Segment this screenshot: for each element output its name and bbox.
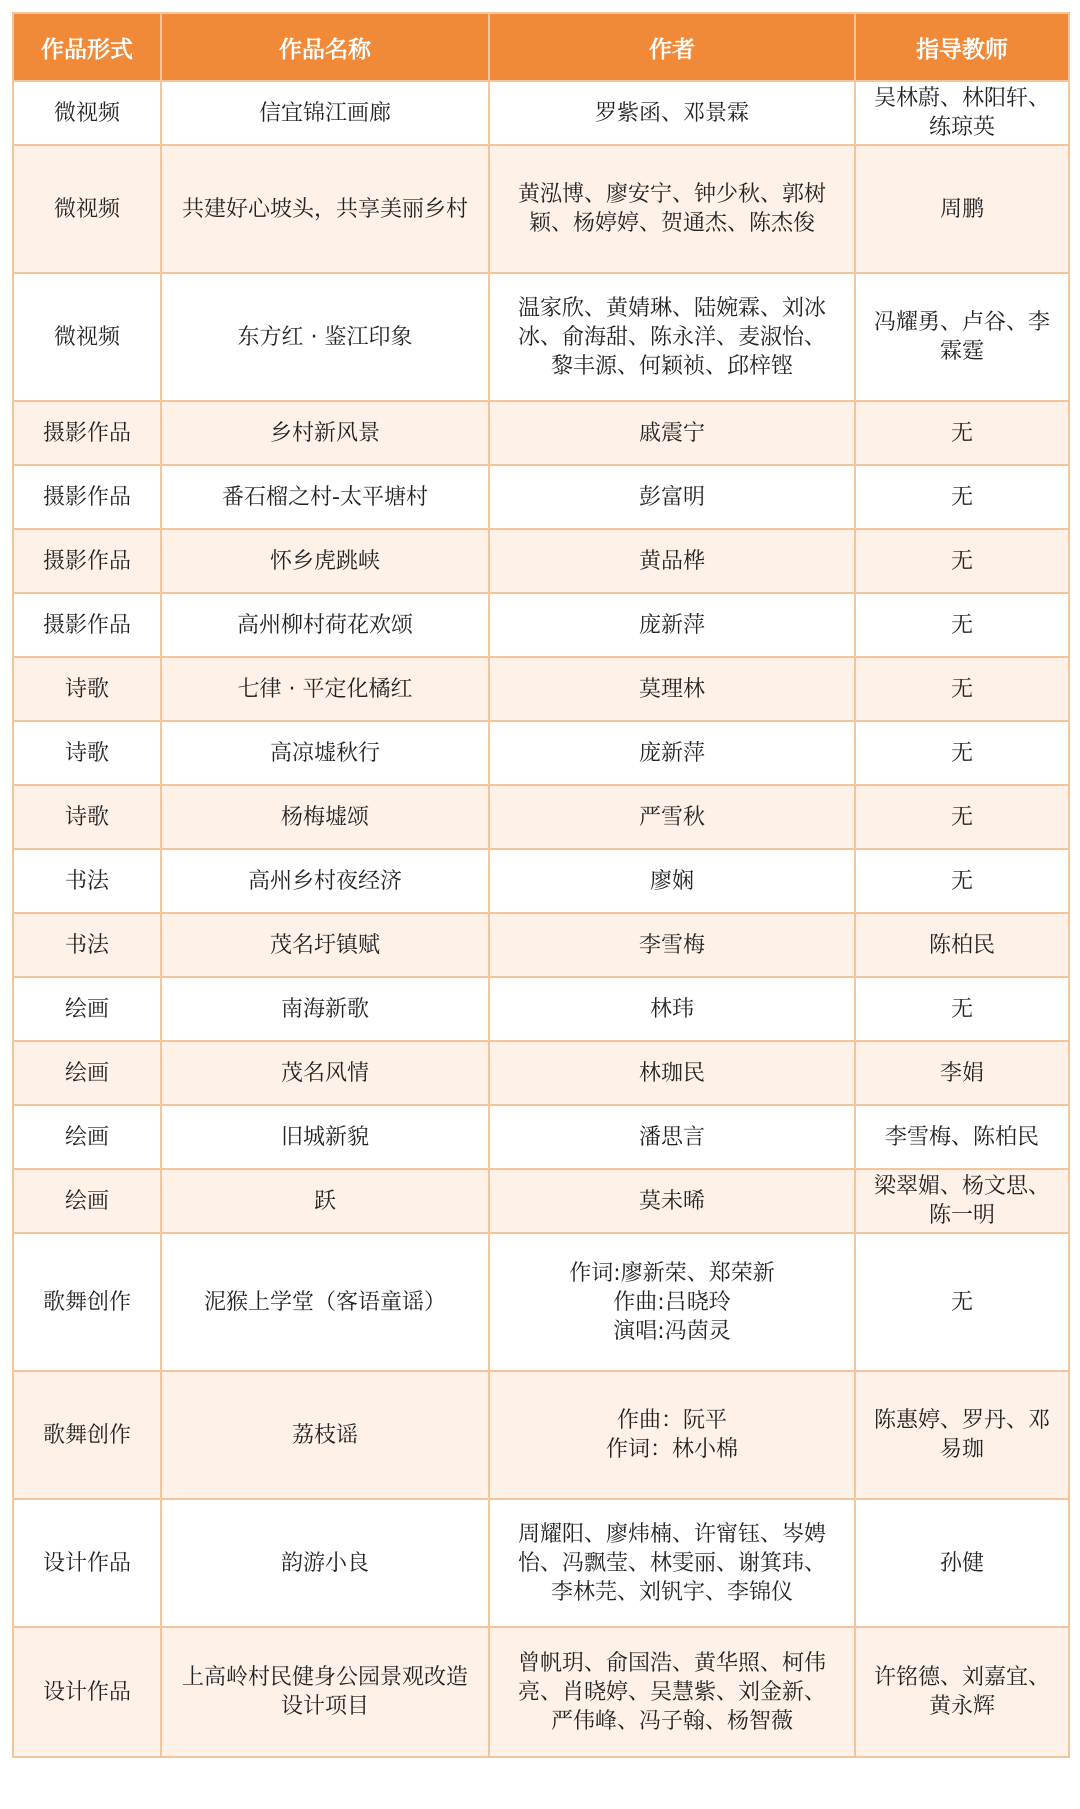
cell-author: 罗紫函、邓景霖 — [489, 81, 855, 145]
cell-title: 信宜锦江画廊 — [161, 81, 489, 145]
cell-title: 上高岭村民健身公园景观改造 设计项目 — [161, 1627, 489, 1757]
cell-title: 东方红 · 鉴江印象 — [161, 273, 489, 401]
cell-author: 廖娴 — [489, 849, 855, 913]
cell-title: 旧城新貌 — [161, 1105, 489, 1169]
cell-form: 设计作品 — [13, 1627, 161, 1757]
cell-teacher: 无 — [855, 977, 1069, 1041]
cell-form: 诗歌 — [13, 657, 161, 721]
table-row — [13, 657, 1069, 721]
cell-form: 绘画 — [13, 1105, 161, 1169]
cell-teacher: 无 — [855, 465, 1069, 529]
cell-form: 微视频 — [13, 273, 161, 401]
cell-teacher: 李娟 — [855, 1041, 1069, 1105]
cell-teacher: 陈惠婷、罗丹、邓 易珈 — [855, 1371, 1069, 1499]
cell-author: 严雪秋 — [489, 785, 855, 849]
table-row — [13, 1499, 1069, 1627]
cell-teacher: 孙健 — [855, 1499, 1069, 1627]
cell-author: 莫未晞 — [489, 1169, 855, 1233]
cell-teacher: 周鹏 — [855, 145, 1069, 273]
table-body — [13, 81, 1069, 1757]
cell-author: 戚震宁 — [489, 401, 855, 465]
cell-title: 杨梅墟颂 — [161, 785, 489, 849]
cell-teacher: 陈柏民 — [855, 913, 1069, 977]
cell-form: 诗歌 — [13, 721, 161, 785]
cell-teacher: 梁翠媚、杨文思、 陈一明 — [855, 1169, 1069, 1233]
table-row — [13, 849, 1069, 913]
cell-teacher: 冯耀勇、卢谷、李 霖霆 — [855, 273, 1069, 401]
cell-title: 高凉墟秋行 — [161, 721, 489, 785]
cell-form: 书法 — [13, 849, 161, 913]
table-row — [13, 977, 1069, 1041]
cell-author: 林珈民 — [489, 1041, 855, 1105]
award-table — [12, 12, 1070, 1758]
cell-form: 绘画 — [13, 977, 161, 1041]
cell-teacher: 无 — [855, 657, 1069, 721]
cell-author: 莫理林 — [489, 657, 855, 721]
table-row — [13, 145, 1069, 273]
cell-author: 黄品桦 — [489, 529, 855, 593]
cell-author: 黄泓博、廖安宁、钟少秋、郭树 颖、杨婷婷、贺通杰、陈杰俊 — [489, 145, 855, 273]
header-form: 作品形式 — [13, 13, 161, 81]
cell-form: 歌舞创作 — [13, 1371, 161, 1499]
cell-author: 曾帆玥、俞国浩、黄华照、柯伟 亮、肖晓婷、吴慧紫、刘金新、 严伟峰、冯子翰、杨智薇 — [489, 1627, 855, 1757]
cell-teacher: 无 — [855, 401, 1069, 465]
cell-author: 彭富明 — [489, 465, 855, 529]
cell-author: 林玮 — [489, 977, 855, 1041]
header-title: 作品名称 — [161, 13, 489, 81]
cell-form: 摄影作品 — [13, 593, 161, 657]
cell-teacher: 无 — [855, 849, 1069, 913]
cell-form: 摄影作品 — [13, 465, 161, 529]
cell-form: 摄影作品 — [13, 401, 161, 465]
cell-author: 周耀阳、廖炜楠、许甯钰、岑娉 怡、冯飘莹、林雯丽、谢箕玮、 李林芫、刘钒宇、李锦仪 — [489, 1499, 855, 1627]
table-row — [13, 593, 1069, 657]
cell-author: 温家欣、黄婧琳、陆婉霖、刘冰 冰、俞海甜、陈永洋、麦淑怡、 黎丰源、何颖祯、邱梓铿 — [489, 273, 855, 401]
cell-title: 韵游小良 — [161, 1499, 489, 1627]
cell-form: 歌舞创作 — [13, 1233, 161, 1371]
table-row — [13, 273, 1069, 401]
cell-author: 李雪梅 — [489, 913, 855, 977]
cell-teacher: 无 — [855, 593, 1069, 657]
award-table-container — [12, 12, 1068, 1758]
cell-author: 庞新萍 — [489, 721, 855, 785]
table-row — [13, 721, 1069, 785]
cell-title: 跃 — [161, 1169, 489, 1233]
cell-form: 微视频 — [13, 145, 161, 273]
cell-form: 诗歌 — [13, 785, 161, 849]
header-author: 作者 — [489, 13, 855, 81]
table-row — [13, 913, 1069, 977]
header-teacher: 指导教师 — [855, 13, 1069, 81]
header-row — [13, 13, 1069, 81]
cell-title: 共建好心坡头，共享美丽乡村 — [161, 145, 489, 273]
cell-title: 番石榴之村-太平塘村 — [161, 465, 489, 529]
cell-form: 书法 — [13, 913, 161, 977]
cell-title: 怀乡虎跳峡 — [161, 529, 489, 593]
cell-title: 茂名风情 — [161, 1041, 489, 1105]
cell-title: 荔枝谣 — [161, 1371, 489, 1499]
cell-title: 高州乡村夜经济 — [161, 849, 489, 913]
cell-teacher: 李雪梅、陈柏民 — [855, 1105, 1069, 1169]
table-row — [13, 1627, 1069, 1757]
table-row — [13, 401, 1069, 465]
cell-form: 摄影作品 — [13, 529, 161, 593]
cell-title: 南海新歌 — [161, 977, 489, 1041]
cell-title: 七律 · 平定化橘红 — [161, 657, 489, 721]
cell-form: 设计作品 — [13, 1499, 161, 1627]
cell-form: 绘画 — [13, 1169, 161, 1233]
table-row — [13, 1169, 1069, 1233]
cell-author: 作词:廖新荣、郑荣新 作曲:吕晓玲 演唱:冯茵灵 — [489, 1233, 855, 1371]
table-row — [13, 1105, 1069, 1169]
cell-teacher: 无 — [855, 721, 1069, 785]
table-row — [13, 1371, 1069, 1499]
cell-form: 绘画 — [13, 1041, 161, 1105]
cell-author: 潘思言 — [489, 1105, 855, 1169]
cell-teacher: 无 — [855, 529, 1069, 593]
cell-title: 茂名圩镇赋 — [161, 913, 489, 977]
table-row — [13, 81, 1069, 145]
cell-teacher: 无 — [855, 785, 1069, 849]
cell-form: 微视频 — [13, 81, 161, 145]
table-row — [13, 529, 1069, 593]
table-row — [13, 785, 1069, 849]
cell-title: 高州柳村荷花欢颂 — [161, 593, 489, 657]
table-row — [13, 1233, 1069, 1371]
cell-teacher: 无 — [855, 1233, 1069, 1371]
table-row — [13, 1041, 1069, 1105]
table-row — [13, 465, 1069, 529]
cell-author: 庞新萍 — [489, 593, 855, 657]
cell-title: 乡村新风景 — [161, 401, 489, 465]
cell-teacher: 吴林蔚、林阳轩、 练琼英 — [855, 81, 1069, 145]
cell-teacher: 许铭德、刘嘉宜、 黄永辉 — [855, 1627, 1069, 1757]
cell-author: 作曲：阮平 作词：林小棉 — [489, 1371, 855, 1499]
cell-title: 泥猴上学堂（客语童谣） — [161, 1233, 489, 1371]
